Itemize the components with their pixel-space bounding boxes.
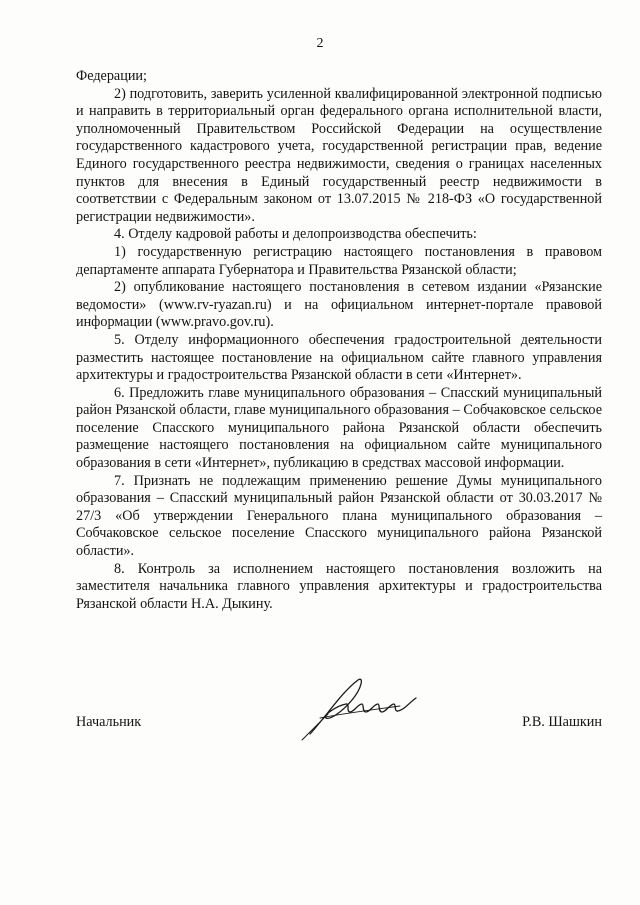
signature-block: [76, 690, 602, 750]
paragraph-clause-8: 8. Контроль за исполнением настоящего постановления возложить на заместителя начальника главного управления архитектуры и градостроительства Рязанской области Н.А. Дыкину.: [76, 560, 602, 612]
document-body: [76, 68, 602, 613]
signer-name: Р.В. Шашкин: [522, 714, 602, 730]
handwritten-signature: [280, 674, 440, 744]
paragraph-clause-4: 4. Отделу кадровой работы и делопроизводства обеспечить:: [114, 226, 477, 243]
paragraph-continuation: Федерации;: [76, 68, 147, 84]
paragraph-clause-4-1: 1) государственную регистрацию настоящего постановления в правовом департаменте аппарата Губернатора и Правительства Рязанской области;: [76, 243, 602, 278]
signer-title: Начальник: [76, 714, 142, 730]
paragraph-item-2: 2) подготовить, заверить усиленной квалифицированной электронной подписью и направить в территориальный орган федерального органа исполнительной власти, уполномоченный Правительством Российской Федерации на осуществление государственного кадастрового учета, государственной регистрации прав, ведение Единого государственного реестра недвижимости, сведения о границах населенных пунктов для внесения в Единый государственный реестр недвижимости в соответствии с Федеральным законом от 13.07.2015 № 218-ФЗ «О государственной регистрации недвижимости».: [76, 85, 602, 225]
paragraph-clause-5: 5. Отделу информационного обеспечения градостроительной деятельности разместить настоящее постановление на официальном сайте главного управления архитектуры и градостроительства Рязанской области в сети «Интернет».: [76, 331, 602, 384]
page-number: 2: [316, 36, 324, 51]
paragraph-clause-6: 6. Предложить главе муниципального образования – Спасский муниципальный район Рязанской области, главе муниципального образования – Собчаковское сельское поселение Спасского муниципального района Рязанской области обеспечить размещение настоящего постановления на официальном сайте муниципального образования в сети «Интернет», публикацию в средствах массовой информации.: [76, 384, 602, 472]
paragraph-clause-7: 7. Признать не подлежащим применению решение Думы муниципального образования – Спасский муниципальный район Рязанской области от 30.03.2017 № 27/3 «Об утверждении Генерального плана муниципального образования – Собчаковское сельское поселение Спасского муниципального района Рязанской области».: [76, 472, 602, 560]
paragraph-clause-4-2: 2) опубликование настоящего постановления в сетевом издании «Рязанские ведомости» (www.rv-ryazan.ru) и на официальном интернет-портале правовой информации (www.pravo.gov.ru).: [76, 279, 602, 331]
